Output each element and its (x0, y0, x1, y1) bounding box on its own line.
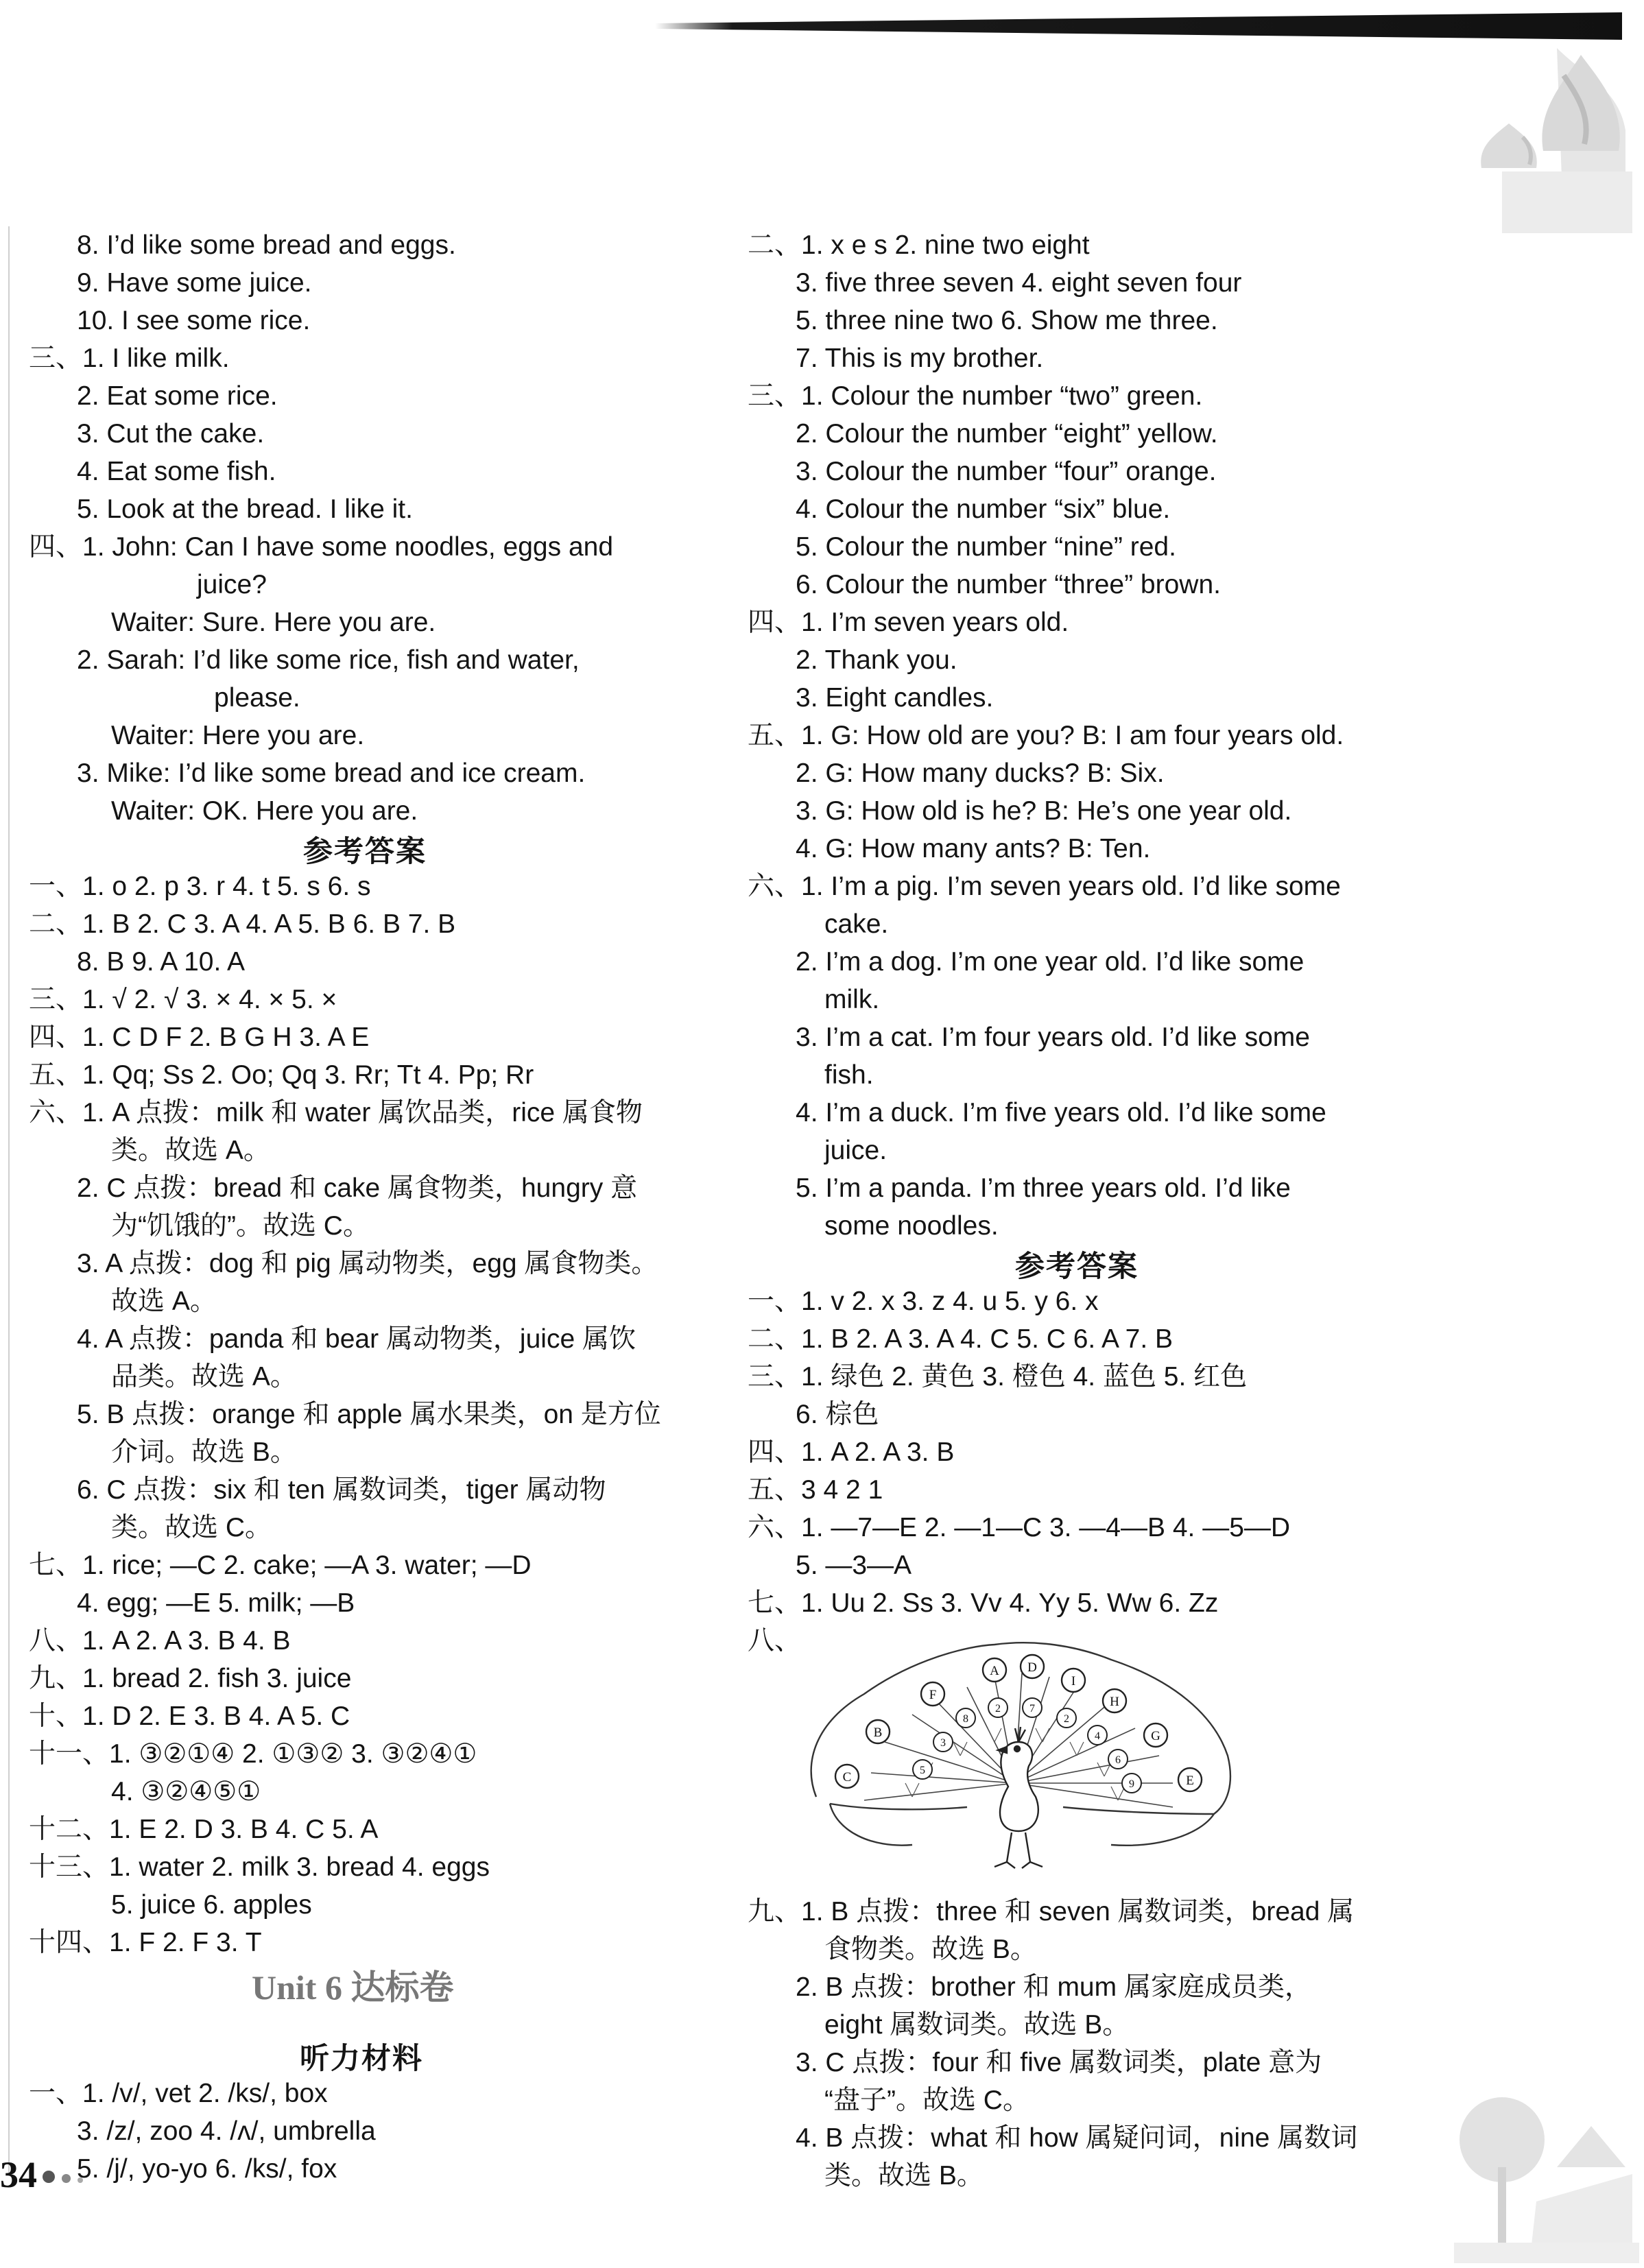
answer-line: 食物类。故选 B。 (824, 1935, 1037, 1964)
answer-line: please. (214, 683, 300, 713)
answer-line: 八、 (748, 1626, 802, 1656)
peacock-number: 7 (1029, 1703, 1035, 1715)
answer-line: Waiter: OK. Here you are. (111, 796, 418, 826)
answer-line: 4. Eat some fish. (77, 457, 276, 486)
answer-line: 2. B 点拨：brother 和 mum 属家庭成员类， (796, 1972, 1311, 2002)
answer-line: 四、1. John: Can I have some noodles, eggs and (29, 532, 614, 562)
answer-line: Waiter: Sure. Here you are. (111, 608, 436, 637)
answer-line: 4. A 点拨：panda 和 bear 属动物类，juice 属饮 (77, 1324, 636, 1354)
answer-line: 6. 棕色 (796, 1400, 879, 1429)
answer-line: 3. Cut the cake. (77, 419, 265, 449)
peacock-number: 6 (1115, 1754, 1121, 1766)
answer-line: 为“饥饿的”。故选 C。 (111, 1211, 370, 1241)
answer-line: 十三、1. water 2. milk 3. bread 4. eggs (29, 1852, 490, 1882)
answer-line: 9. Have some juice. (77, 268, 312, 298)
answer-line: 二、1. B 2. C 3. A 4. A 5. B 6. B 7. B (29, 909, 456, 939)
peacock-letter: A (990, 1664, 999, 1678)
answer-line: 4. G: How many ants? B: Ten. (796, 834, 1151, 863)
answer-line: 5. three nine two 6. Show me three. (796, 306, 1218, 335)
answer-line: 5. juice 6. apples (111, 1890, 312, 1920)
answer-line: 3. A 点拨：dog 和 pig 属动物类，egg 属食物类。 (77, 1249, 658, 1278)
answer-line: 5. /j/, yo-yo 6. /ks/, fox (77, 2154, 337, 2184)
answer-line: 4. I’m a duck. I’m five years old. I’d like some (796, 1098, 1326, 1127)
answer-line: 7. This is my brother. (796, 344, 1044, 373)
peacock-number: 2 (1064, 1713, 1069, 1725)
answer-line: 5. Look at the bread. I like it. (77, 494, 413, 524)
answer-line: 十、1. D 2. E 3. B 4. A 5. C (29, 1702, 350, 1731)
peacock-letter: F (929, 1688, 937, 1702)
answer-line: 九、1. B 点拨：three 和 seven 属数词类，bread 属 (748, 1897, 1355, 1926)
answer-line: 一、1. /v/, vet 2. /ks/, box (29, 2079, 328, 2108)
answer-line: 类。故选 B。 (824, 2161, 984, 2191)
answer-line: 5. B 点拨：orange 和 apple 属水果类，on 是方位 (77, 1400, 661, 1429)
answer-line: 一、1. o 2. p 3. r 4. t 5. s 6. s (29, 872, 371, 901)
answer-line: 2. C 点拨：bread 和 cake 属食物类，hungry 意 (77, 1173, 638, 1203)
answer-line: 3. I’m a cat. I’m four years old. I’d like some (796, 1023, 1310, 1052)
peacock-letter: G (1151, 1729, 1160, 1743)
answer-line: 2. Sarah: I’d like some rice, fish and water, (77, 645, 580, 675)
answer-line: 5. Colour the number “nine” red. (796, 532, 1176, 562)
tree-illustration (1454, 2085, 1639, 2263)
answer-line: 5. —3—A (796, 1551, 912, 1580)
peacock-letter-number-diagram (789, 1639, 1317, 1872)
answer-line: 3. /z/, zoo 4. /ʌ/, umbrella (77, 2116, 376, 2146)
answer-line: 十二、1. E 2. D 3. B 4. C 5. A (29, 1815, 379, 1844)
answer-line: 8. B 9. A 10. A (77, 947, 246, 977)
answer-line: 十四、1. F 2. F 3. T (29, 1928, 262, 1957)
answer-line: juice? (197, 570, 267, 599)
answer-line: 类。故选 A。 (111, 1136, 270, 1165)
answer-line: 3. Mike: I’d like some bread and ice cream. (77, 759, 586, 788)
answer-line: 三、1. 绿色 2. 黄色 3. 橙色 4. 蓝色 5. 红色 (748, 1362, 1248, 1392)
peacock-letter: I (1071, 1674, 1076, 1688)
answer-line: 4. Colour the number “six” blue. (796, 494, 1171, 524)
column-margin-rule (8, 226, 10, 2174)
answer-line: milk. (824, 985, 880, 1014)
answer-line: 二、1. B 2. A 3. A 4. C 5. C 6. A 7. B (748, 1324, 1174, 1354)
answer-line: cake. (824, 909, 889, 939)
peacock-number: 9 (1129, 1778, 1134, 1790)
answer-line: 2. Eat some rice. (77, 381, 278, 411)
answer-line: some noodles. (824, 1211, 999, 1241)
answer-line: 六、1. I’m a pig. I’m seven years old. I’d like some (748, 872, 1341, 901)
answer-line: 五、3 4 2 1 (748, 1475, 883, 1505)
answer-line: 六、1. —7—E 2. —1—C 3. —4—B 4. —5—D (748, 1513, 1291, 1542)
answer-line: 四、1. A 2. A 3. B (748, 1437, 955, 1467)
peacock-number: 4 (1095, 1730, 1100, 1742)
answer-line: 六、1. A 点拨：milk 和 water 属饮品类，rice 属食物 (29, 1098, 643, 1127)
answer-line: 3. G: How old is he? B: He’s one year old. (796, 796, 1292, 826)
answer-line: 一、1. v 2. x 3. z 4. u 5. y 6. x (748, 1287, 1099, 1316)
answer-line: 3. Colour the number “four” orange. (796, 457, 1217, 486)
answer-line: 四、1. C D F 2. B G H 3. A E (29, 1023, 370, 1052)
answer-line: 五、1. G: How old are you? B: I am four years old. (748, 721, 1344, 750)
answer-line: “盘子”。故选 C。 (824, 2086, 1029, 2115)
answer-line: 3. five three seven 4. eight seven four (796, 268, 1242, 298)
answer-line: 2. G: How many ducks? B: Six. (796, 759, 1165, 788)
answer-line: 6. Colour the number “three” brown. (796, 570, 1221, 599)
answer-line: 二、1. x e s 2. nine two eight (748, 230, 1090, 260)
answer-line: 5. I’m a panda. I’m three years old. I’d like (796, 1173, 1291, 1203)
page-number: 34 (0, 2154, 37, 2195)
answer-line: 五、1. Qq; Ss 2. Oo; Qq 3. Rr; Tt 4. Pp; Rr (29, 1060, 534, 1090)
answer-line: 三、1. I like milk. (29, 344, 230, 373)
section-heading: 参考答案 (1015, 1250, 1139, 1283)
answer-line: Waiter: Here you are. (111, 721, 365, 750)
answer-line: 类。故选 C。 (111, 1513, 272, 1542)
section-heading: 参考答案 (303, 835, 427, 868)
peacock-number: 2 (995, 1703, 1001, 1715)
unit-title: Unit 6 达标卷 (252, 1968, 454, 2007)
peacock-letter: D (1027, 1660, 1037, 1675)
answer-line: juice. (824, 1136, 887, 1165)
answer-line: 4. egg; —E 5. milk; —B (77, 1588, 355, 1618)
answer-line: eight 属数词类。故选 B。 (824, 2010, 1130, 2040)
answer-line: 4. B 点拨：what 和 how 属疑问词，nine 属数词 (796, 2123, 1358, 2153)
answer-line: 七、1. Uu 2. Ss 3. Vv 4. Yy 5. Ww 6. Zz (748, 1588, 1219, 1618)
answer-line: 2. I’m a dog. I’m one year old. I’d like some (796, 947, 1305, 977)
peacock-letter: B (873, 1726, 883, 1740)
answer-line: 九、1. bread 2. fish 3. juice (29, 1664, 352, 1693)
answer-line: 2. Colour the number “eight” yellow. (796, 419, 1218, 449)
peacock-letter: E (1186, 1774, 1194, 1788)
answer-line: 3. Eight candles. (796, 683, 994, 713)
palace-domes-illustration (1461, 34, 1639, 233)
answer-line: 3. C 点拨：four 和 five 属数词类，plate 意为 (796, 2048, 1322, 2077)
peacock-number: 5 (920, 1765, 925, 1776)
answer-line: 10. I see some rice. (77, 306, 311, 335)
answer-line: 十一、1. ③②①④ 2. ①③② 3. ③②④① (29, 1739, 477, 1769)
answer-line: 三、1. Colour the number “two” green. (748, 381, 1203, 411)
answer-line: 八、1. A 2. A 3. B 4. B (29, 1626, 291, 1656)
peacock-letter: C (842, 1770, 852, 1784)
answer-line: 4. ③②④⑤① (111, 1777, 261, 1806)
answer-line: 2. Thank you. (796, 645, 957, 675)
section-heading: 听力材料 (300, 2042, 423, 2075)
answer-line: 介词。故选 B。 (111, 1437, 297, 1467)
answer-line: 三、1. √ 2. √ 3. × 4. × 5. × (29, 985, 337, 1014)
answer-line: fish. (824, 1060, 874, 1090)
answer-line: 七、1. rice; —C 2. cake; —A 3. water; —D (29, 1551, 532, 1580)
answer-line: 8. I’d like some bread and eggs. (77, 230, 456, 260)
peacock-number: 8 (963, 1713, 968, 1725)
answer-line: 6. C 点拨：six 和 ten 属数词类，tiger 属动物 (77, 1475, 606, 1505)
answer-line: 四、1. I’m seven years old. (748, 608, 1069, 637)
answer-line: 品类。故选 A。 (111, 1362, 297, 1392)
peacock-letter: H (1110, 1695, 1119, 1709)
answer-line: 故选 A。 (111, 1287, 217, 1316)
peacock-number: 3 (940, 1737, 946, 1749)
